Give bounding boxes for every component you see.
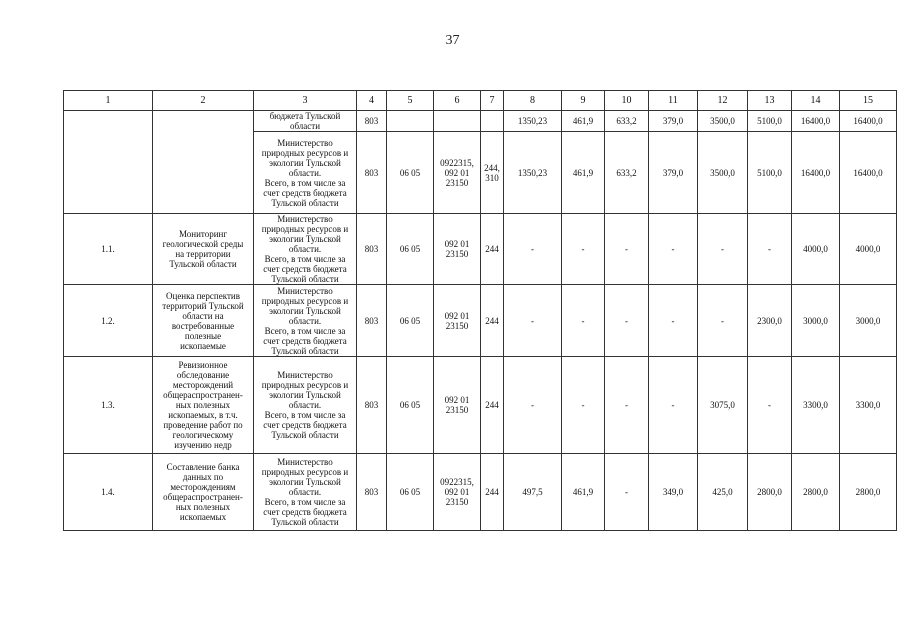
item-number: 1.4.: [64, 454, 153, 531]
cell-c14: 4000,0: [792, 214, 840, 285]
column-header: 12: [698, 91, 748, 111]
cell-c13: -: [748, 357, 792, 454]
cell-c4: 803: [357, 111, 387, 132]
cell-c9: -: [562, 214, 605, 285]
item-number: 1.1.: [64, 214, 153, 285]
cell-c12: 3500,0: [698, 132, 748, 214]
cell-c4: 803: [357, 132, 387, 214]
item-name: Мониторинг геологической среды на территории Тульской области: [153, 214, 254, 285]
column-header: 9: [562, 91, 605, 111]
cell-c7: 244, 310: [481, 132, 504, 214]
item-name: Ревизионное обследование месторождений общераспространен- ных полезных ископаемых, в т.ч. проведение работ по геологическому изучению недр: [153, 357, 254, 454]
cell-c12: 425,0: [698, 454, 748, 531]
cell-c10: -: [605, 214, 649, 285]
cell-c6: 0922315, 092 01 23150: [434, 132, 481, 214]
item-number: [64, 111, 153, 214]
cell-c7: 244: [481, 285, 504, 357]
cell-c8: -: [504, 285, 562, 357]
executor: Министерство природных ресурсов и экологии Тульской области. Всего, в том числе за счет средств бюджета Тульской области: [254, 285, 357, 357]
cell-c14: 16400,0: [792, 111, 840, 132]
cell-c15: 16400,0: [840, 111, 897, 132]
column-header: 2: [153, 91, 254, 111]
item-name: Составление банка данных по месторождениям общераспространен- ных полезных ископаемых: [153, 454, 254, 531]
cell-c11: 379,0: [649, 111, 698, 132]
budget-table: [63, 90, 897, 531]
cell-c15: 4000,0: [840, 214, 897, 285]
column-header: 7: [481, 91, 504, 111]
cell-c14: 3300,0: [792, 357, 840, 454]
cell-c9: 461,9: [562, 454, 605, 531]
cell-c8: 1350,23: [504, 132, 562, 214]
cell-c7: 244: [481, 357, 504, 454]
cell-c11: -: [649, 285, 698, 357]
item-number: 1.2.: [64, 285, 153, 357]
cell-c8: 1350,23: [504, 111, 562, 132]
cell-c6: [434, 111, 481, 132]
cell-c10: -: [605, 285, 649, 357]
cell-c4: 803: [357, 454, 387, 531]
cell-c6: 0922315, 092 01 23150: [434, 454, 481, 531]
cell-c15: 3300,0: [840, 357, 897, 454]
cell-c8: -: [504, 214, 562, 285]
cell-c10: 633,2: [605, 132, 649, 214]
cell-c4: 803: [357, 357, 387, 454]
column-header: 8: [504, 91, 562, 111]
executor: Министерство природных ресурсов и экологии Тульской области. Всего, в том числе за счет средств бюджета Тульской области: [254, 357, 357, 454]
cell-c10: -: [605, 454, 649, 531]
cell-c12: -: [698, 285, 748, 357]
cell-c7: 244: [481, 454, 504, 531]
cell-c14: 2800,0: [792, 454, 840, 531]
table-row: [64, 214, 897, 285]
cell-c7: [481, 111, 504, 132]
cell-c5: [387, 111, 434, 132]
executor: Министерство природных ресурсов и экологии Тульской области. Всего, в том числе за счет средств бюджета Тульской области: [254, 132, 357, 214]
cell-c15: 2800,0: [840, 454, 897, 531]
cell-c14: 16400,0: [792, 132, 840, 214]
page-number: 37: [445, 33, 460, 48]
header-row: [64, 91, 897, 111]
executor: Министерство природных ресурсов и экологии Тульской области. Всего, в том числе за счет средств бюджета Тульской области: [254, 454, 357, 531]
cell-c13: 2300,0: [748, 285, 792, 357]
cell-c6: 092 01 23150: [434, 214, 481, 285]
cell-c4: 803: [357, 214, 387, 285]
column-header: 15: [840, 91, 897, 111]
cell-c12: 3075,0: [698, 357, 748, 454]
executor: бюджета Тульской области: [254, 111, 357, 132]
table-row: [64, 285, 897, 357]
cell-c7: 244: [481, 214, 504, 285]
cell-c5: 06 05: [387, 285, 434, 357]
column-header: 3: [254, 91, 357, 111]
cell-c9: 461,9: [562, 111, 605, 132]
column-header: 14: [792, 91, 840, 111]
cell-c10: -: [605, 357, 649, 454]
cell-c11: 379,0: [649, 132, 698, 214]
executor: Министерство природных ресурсов и экологии Тульской области. Всего, в том числе за счет средств бюджета Тульской области: [254, 214, 357, 285]
cell-c10: 633,2: [605, 111, 649, 132]
cell-c6: 092 01 23150: [434, 357, 481, 454]
cell-c13: 5100,0: [748, 111, 792, 132]
cell-c6: 092 01 23150: [434, 285, 481, 357]
cell-c11: -: [649, 357, 698, 454]
column-header: 10: [605, 91, 649, 111]
table-row: [64, 111, 897, 132]
column-header: 5: [387, 91, 434, 111]
cell-c9: -: [562, 357, 605, 454]
column-header: 4: [357, 91, 387, 111]
cell-c15: 3000,0: [840, 285, 897, 357]
cell-c13: -: [748, 214, 792, 285]
cell-c13: 5100,0: [748, 132, 792, 214]
cell-c14: 3000,0: [792, 285, 840, 357]
item-name: [153, 111, 254, 214]
cell-c8: -: [504, 357, 562, 454]
cell-c9: -: [562, 285, 605, 357]
cell-c5: 06 05: [387, 132, 434, 214]
cell-c15: 16400,0: [840, 132, 897, 214]
item-number: 1.3.: [64, 357, 153, 454]
column-header: 6: [434, 91, 481, 111]
cell-c4: 803: [357, 285, 387, 357]
column-header: 11: [649, 91, 698, 111]
cell-c5: 06 05: [387, 357, 434, 454]
table-row: [64, 454, 897, 531]
cell-c12: 3500,0: [698, 111, 748, 132]
cell-c11: 349,0: [649, 454, 698, 531]
column-header: 1: [64, 91, 153, 111]
column-header: 13: [748, 91, 792, 111]
item-name: Оценка перспектив территорий Тульской области на востребованные полезные ископаемые: [153, 285, 254, 357]
cell-c13: 2800,0: [748, 454, 792, 531]
cell-c5: 06 05: [387, 454, 434, 531]
table-row: [64, 357, 897, 454]
cell-c11: -: [649, 214, 698, 285]
cell-c8: 497,5: [504, 454, 562, 531]
cell-c12: -: [698, 214, 748, 285]
cell-c5: 06 05: [387, 214, 434, 285]
cell-c9: 461,9: [562, 132, 605, 214]
